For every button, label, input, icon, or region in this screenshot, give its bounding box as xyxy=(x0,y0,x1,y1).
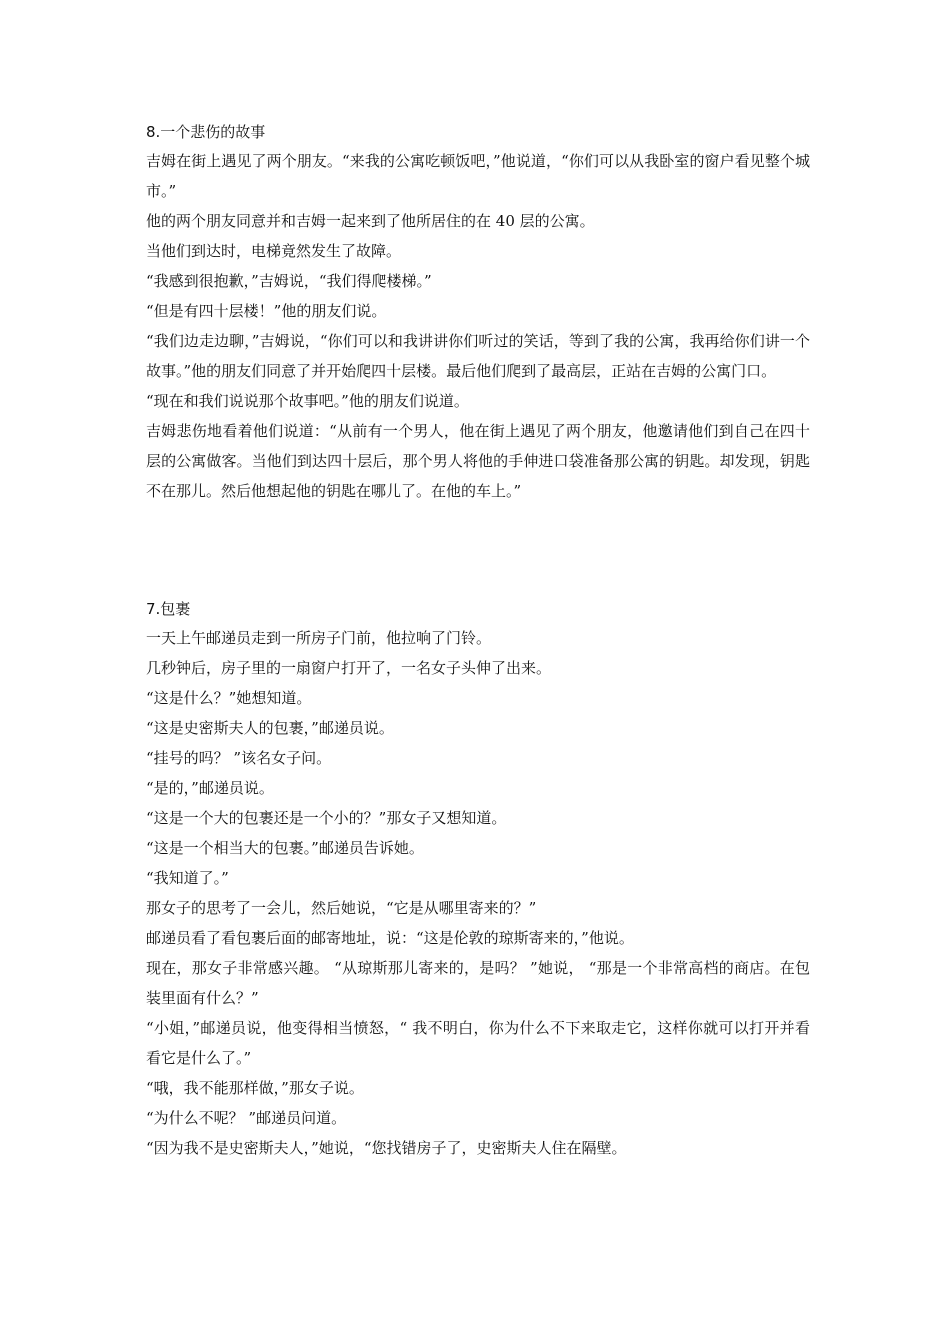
paragraph: “因为我不是史密斯夫人，”她说，“您找错房子了，史密斯夫人住在隔壁。 xyxy=(146,1139,627,1157)
paragraph: “我知道了。” xyxy=(146,869,229,887)
paragraph: “这是史密斯夫人的包裹，”邮递员说。 xyxy=(146,719,394,737)
paragraph: “我们边走边聊，”吉姆说，“你们可以和我讲讲你们听过的笑话，等到了我的公寓，我再给你们讲一个故事。”他的朋友们同意了并开始爬四十层楼。最后他们爬到了最高层，正站在吉姆的公寓门口。 xyxy=(146,332,810,380)
paragraph: 当他们到达时，电梯竟然发生了故障。 xyxy=(146,242,402,260)
story-title: 8.一个悲伤的故事 xyxy=(146,123,266,141)
paragraph: 邮递员看了看包裹后面的邮寄地址，说：“这是伦敦的琼斯寄来的，”他说。 xyxy=(146,929,634,947)
paragraph: 他的两个朋友同意并和吉姆一起来到了他所居住的在 40 层的公寓。 xyxy=(146,212,595,230)
paragraph: 一天上午邮递员走到一所房子门前，他拉响了门铃。 xyxy=(146,629,492,647)
paragraph: “哦，我不能那样做，”那女子说。 xyxy=(146,1079,364,1097)
paragraph: “这是什么？”她想知道。 xyxy=(146,689,312,707)
paragraph: 那女子的思考了一会儿，然后她说，“它是从哪里寄来的？” xyxy=(146,899,537,917)
paragraph: 吉姆悲伤地看着他们说道：“从前有一个男人，他在街上遇见了两个朋友，他邀请他们到自己在四十层的公寓做客。当他们到达四十层后，那个男人将他的手伸进口袋准备那公寓的钥匙。却发现，钥匙不在那儿。然后他想起他的钥匙在哪儿了。在他的车上。” xyxy=(146,422,810,500)
paragraph: “小姐，”邮递员说，他变得相当愤怒，“ 我不明白，你为什么不下来取走它，这样你就可以打开并看看它是什么了。” xyxy=(146,1019,810,1067)
paragraph: “这是一个相当大的包裹。”邮递员告诉她。 xyxy=(146,839,424,857)
story-title: 7.包裹 xyxy=(146,600,191,618)
paragraph: 几秒钟后，房子里的一扇窗户打开了，一名女子头伸了出来。 xyxy=(146,659,552,677)
paragraph: 现在，那女子非常感兴趣。 “从琼斯那儿寄来的，是吗？ ”她说， “那是一个非常高档的商店。在包装里面有什么？” xyxy=(146,959,810,1007)
story-sad-story xyxy=(146,119,810,506)
paragraph: “为什么不呢？ ”邮递员问道。 xyxy=(146,1109,347,1127)
paragraph: “这是一个大的包裹还是一个小的？”那女子又想知道。 xyxy=(146,809,507,827)
paragraph: “是的，”邮递员说。 xyxy=(146,779,274,797)
paragraph: “挂号的吗？ ”该名女子问。 xyxy=(146,749,332,767)
paragraph: “我感到很抱歉，”吉姆说，“我们得爬楼梯。” xyxy=(146,272,432,290)
paragraph: “现在和我们说说那个故事吧。”他的朋友们说道。 xyxy=(146,392,469,410)
paragraph: 吉姆在街上遇见了两个朋友。“来我的公寓吃顿饭吧，”他说道，“你们可以从我卧室的窗户看见整个城市。” xyxy=(146,152,810,200)
paragraph: “但是有四十层楼！”他的朋友们说。 xyxy=(146,302,387,320)
story-parcel xyxy=(146,596,810,1163)
